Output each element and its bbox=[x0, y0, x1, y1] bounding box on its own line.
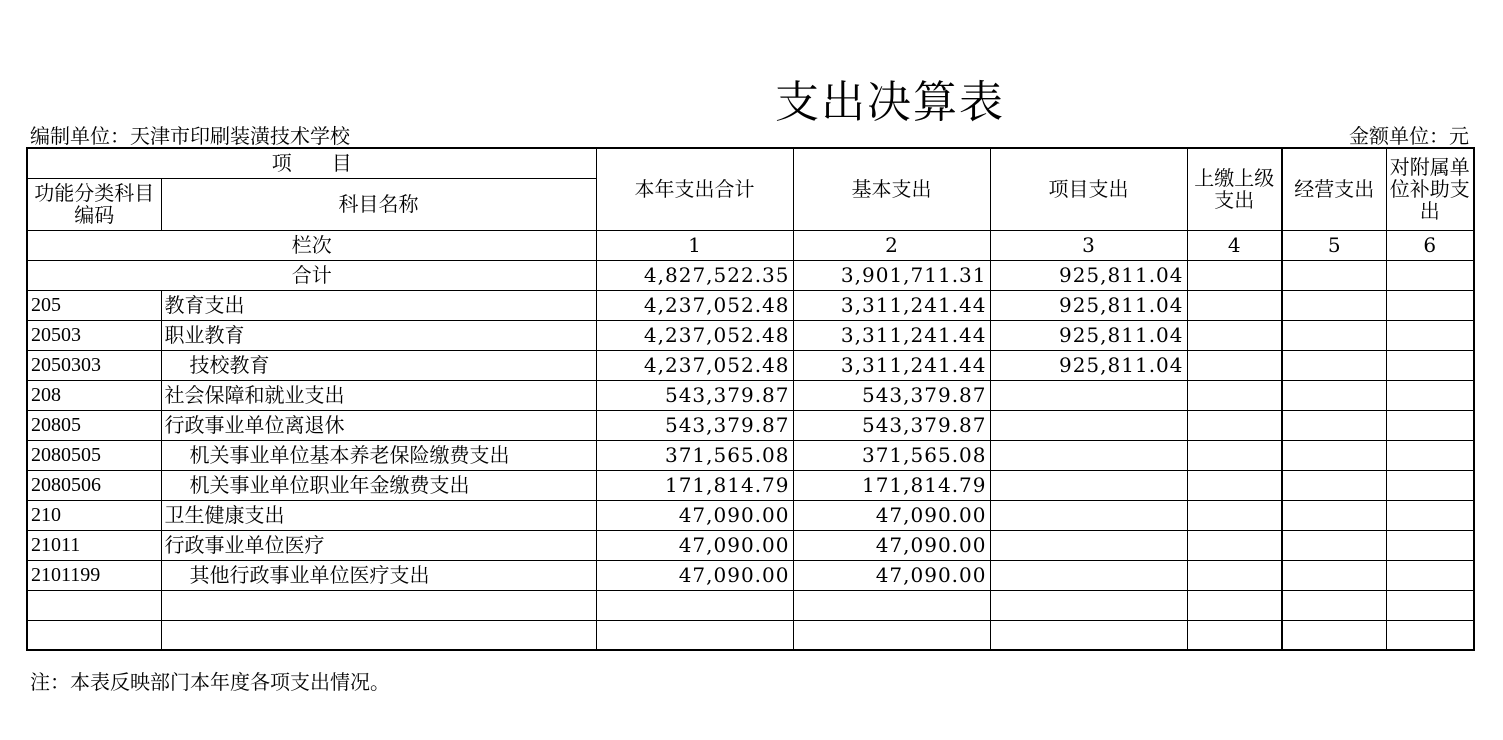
row-c2: 371,565.08 bbox=[793, 440, 990, 470]
empty-cell bbox=[793, 620, 990, 650]
row-c1: 4,237,052.48 bbox=[596, 350, 793, 380]
empty-cell bbox=[990, 620, 1187, 650]
empty-row bbox=[27, 620, 1474, 650]
row-c4 bbox=[1187, 410, 1282, 440]
row-c4 bbox=[1187, 530, 1282, 560]
empty-cell bbox=[596, 590, 793, 620]
row-c4 bbox=[1187, 320, 1282, 350]
row-c3: 925,811.04 bbox=[990, 350, 1187, 380]
row-c5 bbox=[1282, 530, 1386, 560]
row-c6 bbox=[1386, 500, 1474, 530]
header-col4: 上缴上级支出 bbox=[1187, 148, 1282, 230]
row-c1: 371,565.08 bbox=[596, 440, 793, 470]
row-name: 行政事业单位离退休 bbox=[161, 410, 596, 440]
empty-cell bbox=[596, 620, 793, 650]
row-name: 卫生健康支出 bbox=[161, 500, 596, 530]
row-c2: 47,090.00 bbox=[793, 560, 990, 590]
row-c4 bbox=[1187, 560, 1282, 590]
row-c2: 47,090.00 bbox=[793, 530, 990, 560]
empty-cell bbox=[1386, 620, 1474, 650]
empty-cell bbox=[27, 590, 161, 620]
total-c3: 925,811.04 bbox=[990, 260, 1187, 290]
row-c1: 171,814.79 bbox=[596, 470, 793, 500]
header-row-1 bbox=[27, 148, 1474, 178]
row-c3 bbox=[990, 410, 1187, 440]
page-title: 支出决算表 bbox=[775, 77, 1005, 128]
index-1: 1 bbox=[596, 230, 793, 260]
row-code: 2050303 bbox=[27, 350, 161, 380]
header-col3: 项目支出 bbox=[990, 148, 1187, 230]
row-c3 bbox=[990, 500, 1187, 530]
row-code: 2080505 bbox=[27, 440, 161, 470]
empty-cell bbox=[1187, 620, 1282, 650]
row-c5 bbox=[1282, 470, 1386, 500]
row-c6 bbox=[1386, 410, 1474, 440]
empty-cell bbox=[1187, 590, 1282, 620]
row-code: 21011 bbox=[27, 530, 161, 560]
row-name: 其他行政事业单位医疗支出 bbox=[161, 560, 596, 590]
row-name: 机关事业单位基本养老保险缴费支出 bbox=[161, 440, 596, 470]
row-c6 bbox=[1386, 290, 1474, 320]
table-row bbox=[27, 410, 1474, 440]
row-c4 bbox=[1187, 350, 1282, 380]
empty-cell bbox=[27, 620, 161, 650]
row-c5 bbox=[1282, 560, 1386, 590]
empty-cell bbox=[1282, 590, 1386, 620]
header-col1: 本年支出合计 bbox=[596, 148, 793, 230]
table-row bbox=[27, 530, 1474, 560]
row-c3 bbox=[990, 530, 1187, 560]
header-code-col: 功能分类科目编码 bbox=[27, 178, 161, 230]
row-name: 教育支出 bbox=[161, 290, 596, 320]
index-4: 4 bbox=[1187, 230, 1282, 260]
table-row bbox=[27, 560, 1474, 590]
row-c1: 4,237,052.48 bbox=[596, 320, 793, 350]
header-col5: 经营支出 bbox=[1282, 148, 1386, 230]
row-c2: 543,379.87 bbox=[793, 410, 990, 440]
index-label: 栏次 bbox=[27, 230, 596, 260]
header-name-col: 科目名称 bbox=[161, 178, 596, 230]
row-c5 bbox=[1282, 410, 1386, 440]
row-c5 bbox=[1282, 380, 1386, 410]
row-c4 bbox=[1187, 380, 1282, 410]
index-6: 6 bbox=[1386, 230, 1474, 260]
row-c2: 3,311,241.44 bbox=[793, 290, 990, 320]
table-row bbox=[27, 290, 1474, 320]
total-c1: 4,827,522.35 bbox=[596, 260, 793, 290]
row-c5 bbox=[1282, 440, 1386, 470]
empty-cell bbox=[161, 620, 596, 650]
empty-cell bbox=[161, 590, 596, 620]
row-c2: 543,379.87 bbox=[793, 380, 990, 410]
table-row bbox=[27, 380, 1474, 410]
total-label: 合计 bbox=[27, 260, 596, 290]
table-row bbox=[27, 320, 1474, 350]
row-c5 bbox=[1282, 290, 1386, 320]
row-code: 210 bbox=[27, 500, 161, 530]
index-row bbox=[27, 230, 1474, 260]
row-name: 行政事业单位医疗 bbox=[161, 530, 596, 560]
total-c4 bbox=[1187, 260, 1282, 290]
index-2: 2 bbox=[793, 230, 990, 260]
row-code: 2101199 bbox=[27, 560, 161, 590]
index-5: 5 bbox=[1282, 230, 1386, 260]
row-c3: 925,811.04 bbox=[990, 320, 1187, 350]
expenditure-table bbox=[26, 147, 1475, 651]
row-c2: 171,814.79 bbox=[793, 470, 990, 500]
row-c1: 543,379.87 bbox=[596, 410, 793, 440]
unit-label: 金额单位：元 bbox=[1349, 124, 1469, 148]
table-row bbox=[27, 470, 1474, 500]
empty-cell bbox=[1282, 620, 1386, 650]
row-code: 208 bbox=[27, 380, 161, 410]
row-c5 bbox=[1282, 320, 1386, 350]
total-c2: 3,901,711.31 bbox=[793, 260, 990, 290]
row-c1: 4,237,052.48 bbox=[596, 290, 793, 320]
row-c6 bbox=[1386, 530, 1474, 560]
row-c6 bbox=[1386, 320, 1474, 350]
row-c6 bbox=[1386, 470, 1474, 500]
org-label: 编制单位：天津市印刷装潢技术学校 bbox=[30, 124, 350, 148]
row-c1: 47,090.00 bbox=[596, 530, 793, 560]
total-c6 bbox=[1386, 260, 1474, 290]
row-code: 2080506 bbox=[27, 470, 161, 500]
empty-cell bbox=[990, 590, 1187, 620]
footnote: 注：本表反映部门本年度各项支出情况。 bbox=[30, 670, 390, 694]
empty-cell bbox=[1386, 590, 1474, 620]
row-c4 bbox=[1187, 470, 1282, 500]
row-name: 机关事业单位职业年金缴费支出 bbox=[161, 470, 596, 500]
row-c2: 3,311,241.44 bbox=[793, 320, 990, 350]
row-c6 bbox=[1386, 380, 1474, 410]
header-col2: 基本支出 bbox=[793, 148, 990, 230]
row-c2: 3,311,241.44 bbox=[793, 350, 990, 380]
row-name: 技校教育 bbox=[161, 350, 596, 380]
row-code: 20503 bbox=[27, 320, 161, 350]
row-name: 社会保障和就业支出 bbox=[161, 380, 596, 410]
total-c5 bbox=[1282, 260, 1386, 290]
row-c1: 47,090.00 bbox=[596, 500, 793, 530]
row-c4 bbox=[1187, 290, 1282, 320]
total-row bbox=[27, 260, 1474, 290]
row-c4 bbox=[1187, 440, 1282, 470]
row-c6 bbox=[1386, 560, 1474, 590]
row-c2: 47,090.00 bbox=[793, 500, 990, 530]
table-row bbox=[27, 500, 1474, 530]
header-item: 项 目 bbox=[27, 148, 596, 178]
table-row bbox=[27, 350, 1474, 380]
row-c3 bbox=[990, 470, 1187, 500]
row-name: 职业教育 bbox=[161, 320, 596, 350]
row-c6 bbox=[1386, 440, 1474, 470]
row-c3 bbox=[990, 380, 1187, 410]
row-c3 bbox=[990, 560, 1187, 590]
row-c5 bbox=[1282, 500, 1386, 530]
row-c1: 47,090.00 bbox=[596, 560, 793, 590]
row-c3 bbox=[990, 440, 1187, 470]
row-c1: 543,379.87 bbox=[596, 380, 793, 410]
row-c6 bbox=[1386, 350, 1474, 380]
table-row bbox=[27, 440, 1474, 470]
row-code: 205 bbox=[27, 290, 161, 320]
row-code: 20805 bbox=[27, 410, 161, 440]
empty-row bbox=[27, 590, 1474, 620]
empty-cell bbox=[793, 590, 990, 620]
row-c3: 925,811.04 bbox=[990, 290, 1187, 320]
row-c5 bbox=[1282, 350, 1386, 380]
index-3: 3 bbox=[990, 230, 1187, 260]
row-c4 bbox=[1187, 500, 1282, 530]
header-col6: 对附属单位补助支出 bbox=[1386, 148, 1474, 230]
